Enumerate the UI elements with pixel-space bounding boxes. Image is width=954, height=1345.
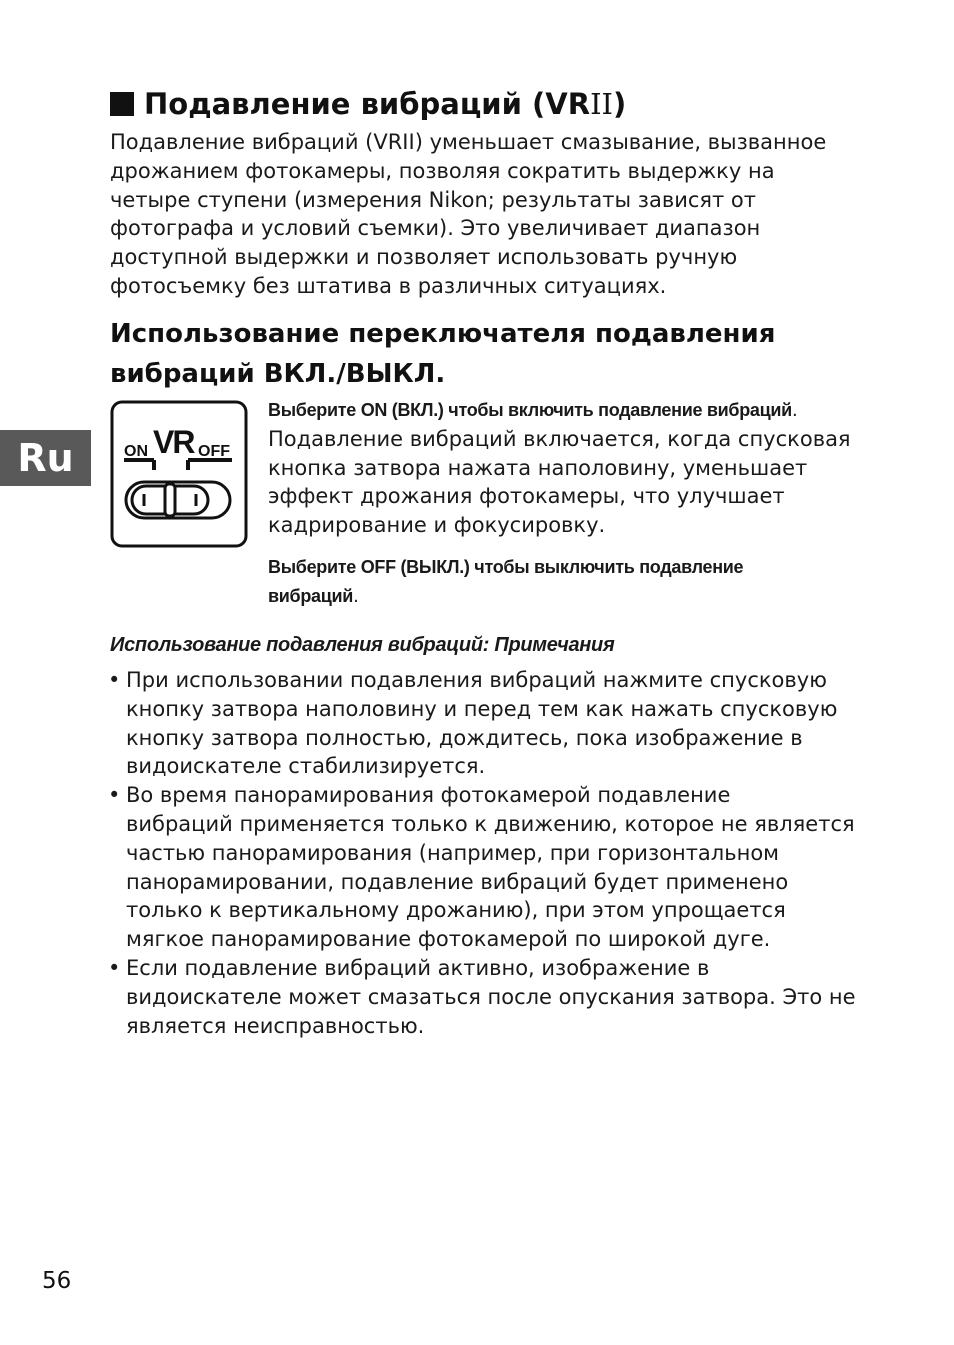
intro-line: дрожанием фотокамеры, позволяя сократить выдержку на [110,158,775,183]
note-line: Во время панорамирования фотокамерой подавление [126,783,731,808]
square-bullet-icon [110,92,134,116]
switch-vr-label: VR [153,424,194,460]
page-number: 56 [42,1268,72,1294]
note-line: Если подавление вибраций активно, изображение в [126,955,710,980]
instruction-on-lead: Выберите ON (ВКЛ.) чтобы включить подавление вибраций. [268,400,798,421]
note-line: частью панорамирования (например, при горизонтальном [126,840,780,865]
note-line: видоискателе стабилизируется. [126,754,486,779]
note-line: мягкое панорамирование фотокамерой по широкой дуге. [126,927,771,952]
switch-off-label: OFF [198,443,230,460]
intro-line: доступной выдержки и позволяет использовать ручную [110,245,738,270]
instruction-on-line: эффект дрожания фотокамеры, что улучшает [268,484,785,509]
instruction-off [268,553,858,611]
switch-on-label: ON [124,443,148,460]
intro-paragraph [110,128,850,301]
list-item [108,781,868,954]
instruction-on-body [268,425,858,539]
instruction-on [268,396,858,539]
intro-line: фотосъемку без штатива в различных ситуациях. [110,273,667,298]
bullet-icon: • [108,955,121,980]
list-item [108,666,868,781]
instruction-on-line: кадрирование и фокусировку. [268,512,606,537]
section-heading-line: Использование переключателя подавления [110,319,776,349]
instruction-off-line: вибраций. [268,586,359,607]
intro-line: четыре ступени (измерения Nikon; результаты зависят от [110,187,757,212]
page-title-close: ) [613,87,627,121]
instruction-on-line: кнопка затвора нажата наполовину, уменьшает [268,455,808,480]
instruction-off-line: Выберите OFF (ВЫКЛ.) чтобы выключить подавление [268,557,744,577]
bullet-icon: • [108,783,121,808]
notes-list [108,666,868,1040]
language-tab: Ru [0,430,91,486]
note-line: кнопку затвора наполовину и перед тем как нажать спусковую [126,696,838,721]
note-line: кнопку затвора полностью, дождитесь, пока изображение в [126,725,803,750]
note-line: панорамировании, подавление вибраций будет применено [126,869,789,894]
notes-heading: Использование подавления вибраций: Примечания [110,634,615,656]
page-title-suffix: II [590,87,613,121]
note-line: только к вертикальному дрожанию), при этом упрощается [126,898,786,923]
vr-switch-icon [110,400,248,548]
section-heading-line: вибраций ВКЛ./ВЫКЛ. [110,359,446,389]
page-title-text: Подавление вибраций (VR [144,87,591,121]
bullet-icon: • [108,668,121,692]
note-line: При использовании подавления вибраций нажмите спусковую [126,668,827,692]
intro-line: фотографа и условий съемки). Это увеличивает диапазон [110,216,761,241]
page-title [110,84,870,124]
section-heading [110,314,870,394]
note-line: вибраций применяется только к движению, которое не является [126,811,855,836]
list-item [108,954,868,1040]
note-line: является неисправностью. [126,1013,425,1038]
instruction-on-line: Подавление вибраций включается, когда спусковая [268,427,851,451]
note-line: видоискателе может смазаться после опускания затвора. Это не [126,984,856,1009]
intro-line: Подавление вибраций (VRII) уменьшает смазывание, вызванное [110,130,827,154]
